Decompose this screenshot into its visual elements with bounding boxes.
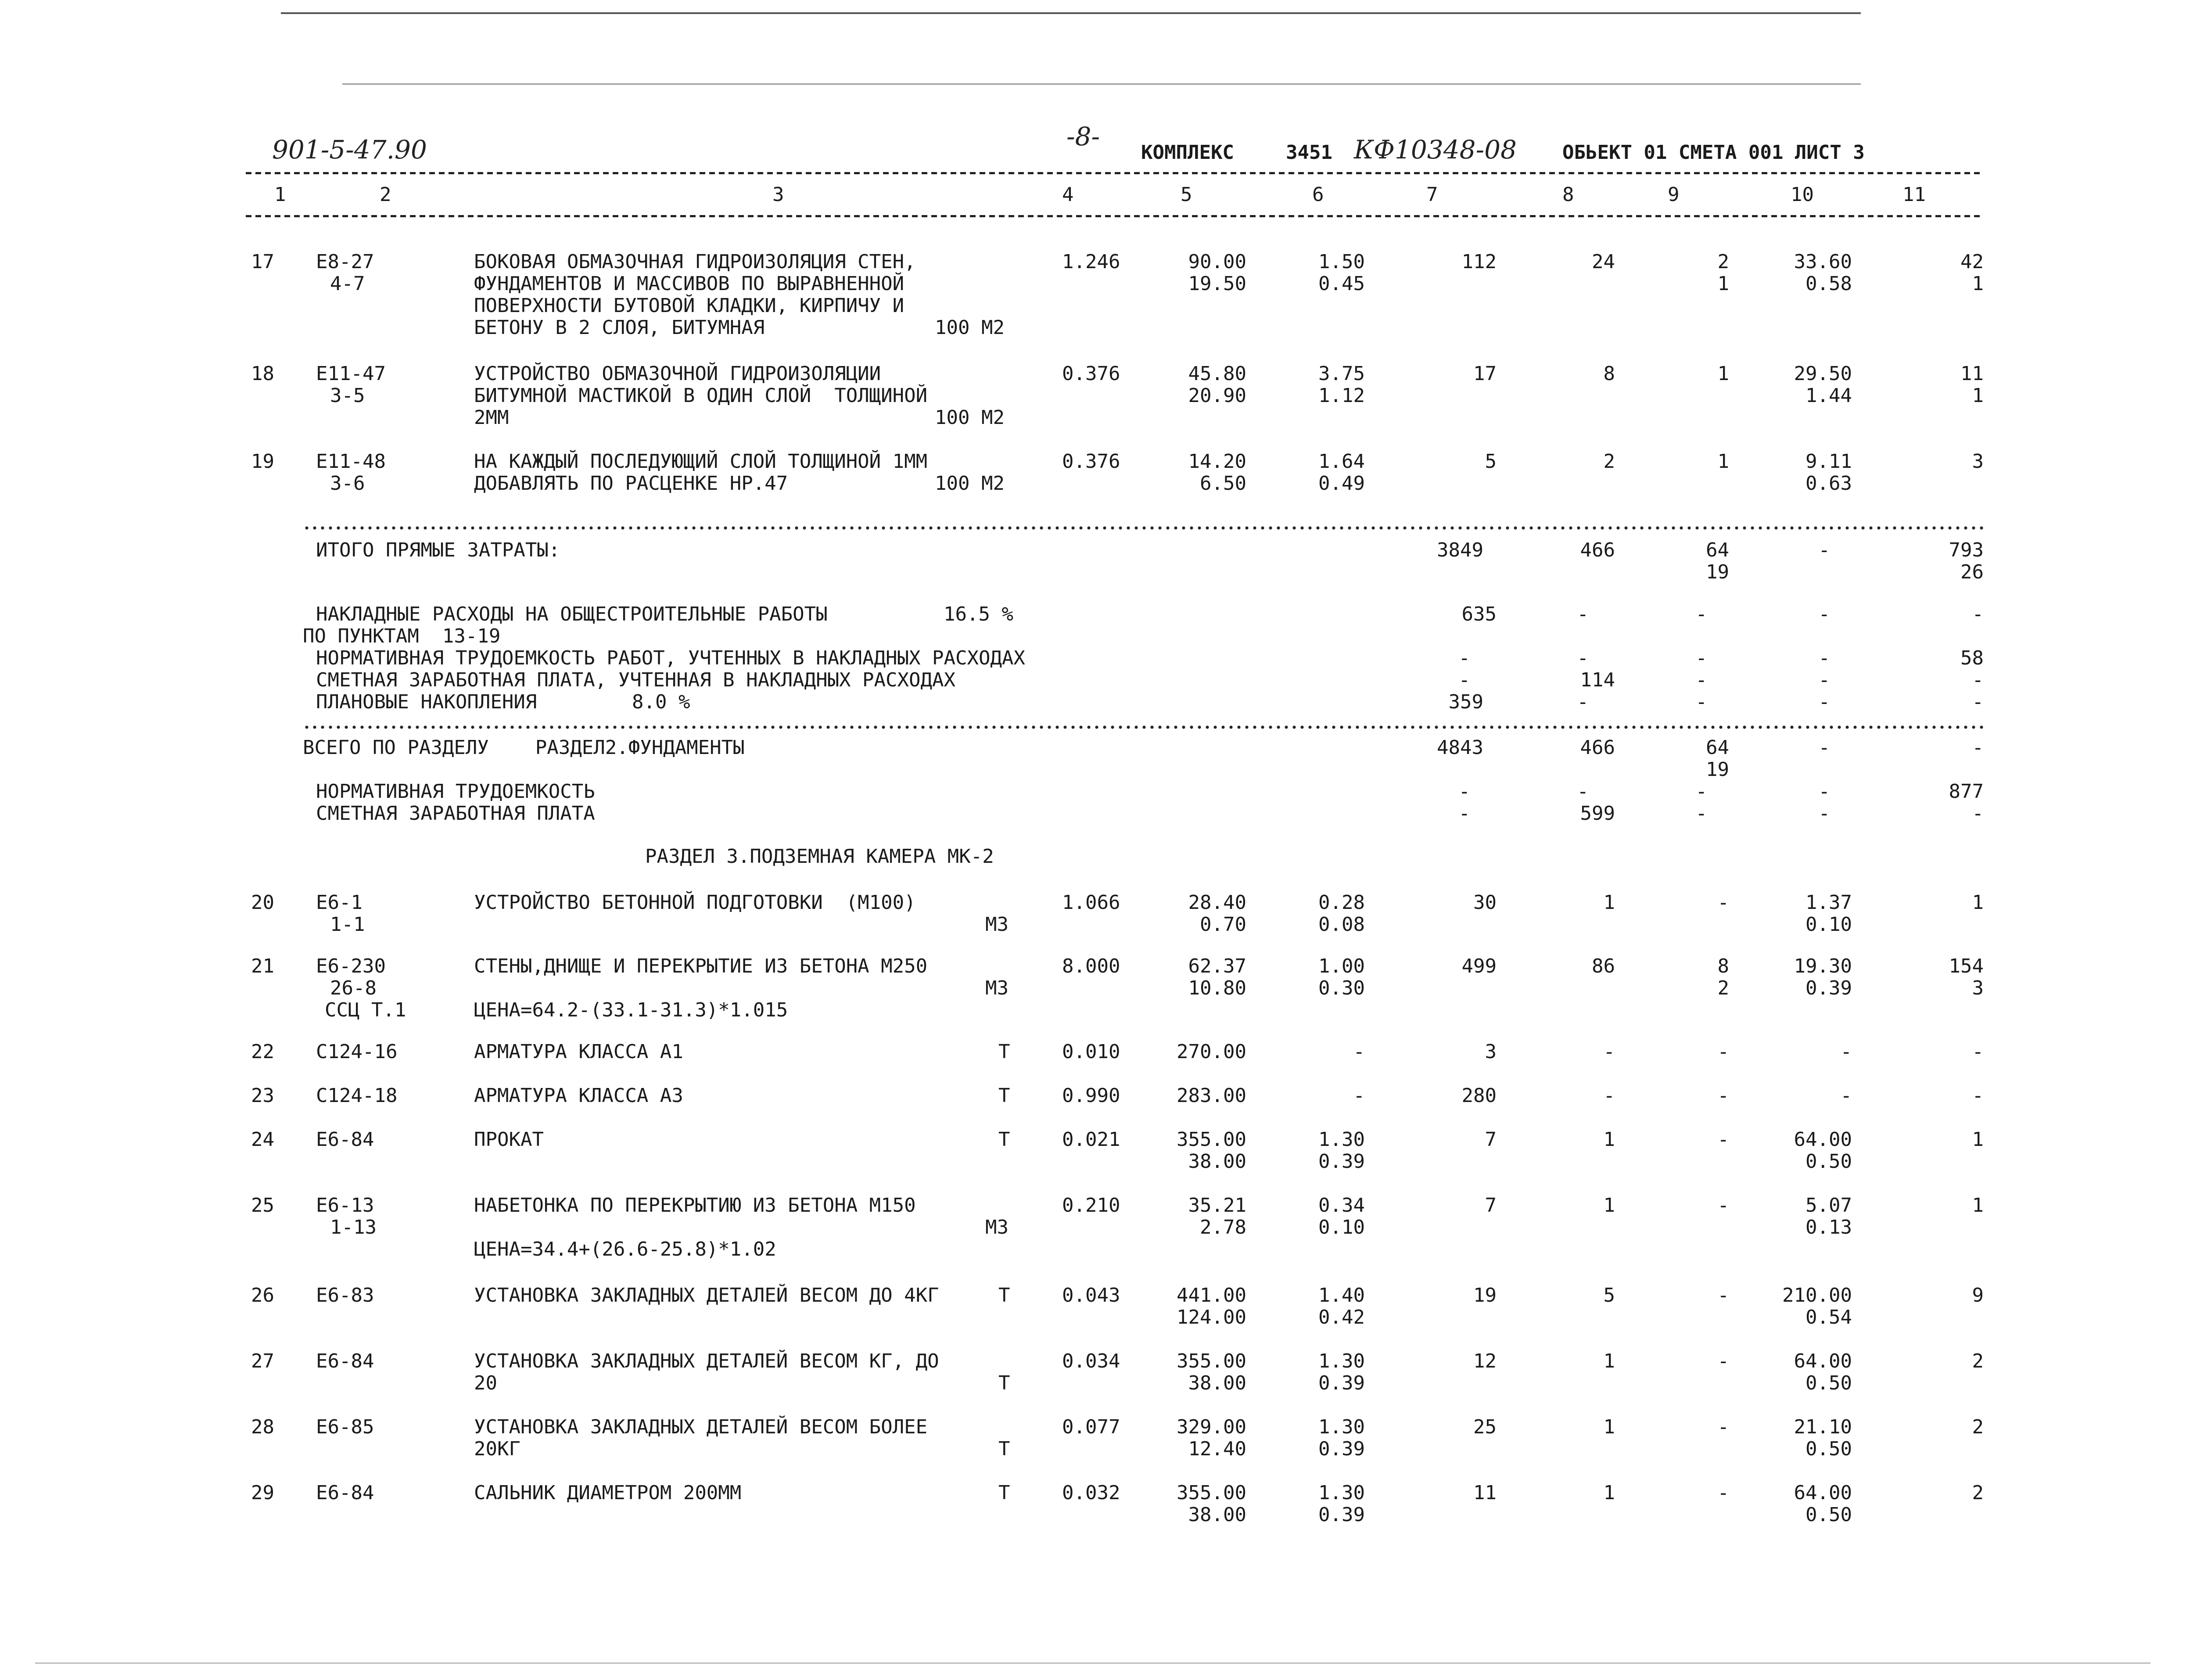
row-quantity: 0.032: [1062, 1482, 1120, 1504]
norm-col7: -: [1458, 780, 1470, 803]
row-col10-a: 33.60: [1794, 251, 1852, 273]
row-col10-b: 1.44: [1806, 384, 1852, 407]
labor-col11: 58: [1960, 647, 1984, 669]
row-col6-b: 0.45: [1318, 273, 1365, 295]
row-col11-a: 9: [1972, 1284, 1984, 1307]
row-col6-a: 1.00: [1318, 955, 1365, 977]
row-code: Е6-13: [316, 1194, 374, 1217]
row-col6-a: 0.28: [1318, 891, 1365, 914]
row-col7: 112: [1461, 251, 1497, 273]
section-col7: 4843: [1437, 736, 1483, 759]
row-col8: 8: [1603, 363, 1615, 385]
row-col10-b: 0.10: [1806, 913, 1852, 936]
row-number: 26: [251, 1284, 274, 1307]
section-heading: РАЗДЕЛ 3.ПОДЗЕМНАЯ КАМЕРА МК-2: [645, 845, 994, 868]
row-description-line: ПРОКАТ: [474, 1128, 544, 1151]
wage-col7: -: [1458, 669, 1470, 691]
row-unit: Т: [998, 1041, 1010, 1063]
smeta-col8: 599: [1580, 802, 1615, 825]
row-code-secondary: 26-8: [330, 977, 377, 999]
row-col6-b: 0.39: [1318, 1372, 1365, 1394]
col-num-7: 7: [1426, 183, 1438, 206]
labor-col10: -: [1818, 647, 1830, 669]
row-col5-wage: 0.70: [1200, 913, 1246, 936]
section-col8: 466: [1580, 736, 1615, 759]
row-unit: 100 М2: [935, 472, 1005, 495]
row-number: 27: [251, 1350, 274, 1372]
doc-code: 901-5-47.90: [272, 135, 427, 165]
row-quantity: 0.376: [1062, 363, 1120, 385]
row-col10-b: 0.13: [1806, 1216, 1852, 1238]
row-unit: М3: [985, 977, 1009, 999]
row-code: Е11-47: [316, 363, 386, 385]
row-col9-b: 1: [1717, 273, 1729, 295]
row-col8: 24: [1592, 251, 1615, 273]
row-col5-wage: 38.00: [1188, 1372, 1246, 1394]
row-col9-a: -: [1717, 1194, 1729, 1217]
row-col8: 1: [1603, 1128, 1615, 1151]
smeta-wage-label: СМЕТНАЯ ЗАРАБОТНАЯ ПЛАТА: [316, 802, 595, 825]
overhead-col9: -: [1695, 603, 1707, 625]
row-code: Е6-84: [316, 1128, 374, 1151]
row-quantity: 1.246: [1062, 251, 1120, 273]
row-col5-price: 270.00: [1177, 1041, 1246, 1063]
row-description-line: АРМАТУРА КЛАССА А1: [474, 1041, 683, 1063]
row-col6-a: 1.40: [1318, 1284, 1365, 1307]
labor-col8: -: [1577, 647, 1589, 669]
top-faint-line: [342, 83, 1861, 85]
bottom-scan-line: [35, 1662, 2150, 1664]
row-unit: Т: [998, 1372, 1010, 1394]
row-description-line: АРМАТУРА КЛАССА А3: [474, 1084, 683, 1107]
row-col5-wage: 6.50: [1200, 472, 1246, 495]
col-num-10: 10: [1791, 183, 1814, 206]
row-col6-a: -: [1353, 1041, 1365, 1063]
col-num-11: 11: [1902, 183, 1926, 206]
row-number: 18: [251, 363, 274, 385]
row-col7: 7: [1485, 1194, 1497, 1217]
row-col5-price: 355.00: [1177, 1128, 1246, 1151]
row-col7: 25: [1473, 1416, 1497, 1438]
row-col11-a: 2: [1972, 1482, 1984, 1504]
row-col6-b: 0.10: [1318, 1216, 1365, 1238]
col-num-3: 3: [772, 183, 784, 206]
row-col8: 1: [1603, 1350, 1615, 1372]
row-col9-a: -: [1717, 1416, 1729, 1438]
row-col10-a: 210.00: [1782, 1284, 1852, 1307]
row-quantity: 0.043: [1062, 1284, 1120, 1307]
row-col6-a: 1.30: [1318, 1416, 1365, 1438]
norm-col8: -: [1577, 780, 1589, 803]
row-col10-b: 0.54: [1806, 1306, 1852, 1328]
row-unit: 100 М2: [935, 406, 1005, 429]
row-col10-b: 0.50: [1806, 1150, 1852, 1173]
row-number: 20: [251, 891, 274, 914]
row-col5-price: 45.80: [1188, 363, 1246, 385]
row-description-line: САЛЬНИК ДИАМЕТРОМ 200ММ: [474, 1482, 742, 1504]
row-col10-a: 9.11: [1806, 450, 1852, 473]
row-description-line: НАБЕТОНКА ПО ПЕРЕКРЫТИЮ ИЗ БЕТОНА М150: [474, 1194, 916, 1217]
row-quantity: 0.210: [1062, 1194, 1120, 1217]
row-code: Е6-83: [316, 1284, 374, 1307]
row-number: 25: [251, 1194, 274, 1217]
direct-col10: -: [1818, 539, 1830, 561]
row-col6-b: 0.39: [1318, 1504, 1365, 1526]
wage-col8: 114: [1580, 669, 1615, 691]
row-col6-a: 1.64: [1318, 450, 1365, 473]
overhead-col11: -: [1972, 603, 1984, 625]
row-description-line: УСТРОЙСТВО БЕТОННОЙ ПОДГОТОВКИ (М100): [474, 891, 916, 914]
row-col5-price: 28.40: [1188, 891, 1246, 914]
direct-col9-b: 19: [1706, 561, 1729, 583]
row-code: Е6-84: [316, 1350, 374, 1372]
wage-col10: -: [1818, 669, 1830, 691]
row-col5-wage: 38.00: [1188, 1150, 1246, 1173]
row-description-line: 20: [474, 1372, 497, 1394]
smeta-col10: -: [1818, 802, 1830, 825]
row-quantity: 0.034: [1062, 1350, 1120, 1372]
row-col8: 1: [1603, 1482, 1615, 1504]
row-quantity: 0.990: [1062, 1084, 1120, 1107]
row-description-line: ДОБАВЛЯТЬ ПО РАСЦЕНКЕ НР.47: [474, 472, 788, 495]
row-description-line: НА КАЖДЫЙ ПОСЛЕДУЮЩИЙ СЛОЙ ТОЛЩИНОЙ 1ММ: [474, 450, 928, 473]
row-col5-price: 62.37: [1188, 955, 1246, 977]
row-col11-a: 2: [1972, 1350, 1984, 1372]
row-description-line: ПОВЕРХНОСТИ БУТОВОЙ КЛАДКИ, КИРПИЧУ И: [474, 294, 905, 317]
row-code: Е11-48: [316, 450, 386, 473]
row-col7: 11: [1473, 1482, 1497, 1504]
row-col7: 499: [1461, 955, 1497, 977]
direct-col11-b: 26: [1960, 561, 1984, 583]
overhead-percent: 16.5 %: [944, 603, 1013, 625]
norm-col11: 877: [1949, 780, 1984, 803]
totals-separator-bottom: [303, 725, 1984, 729]
row-col11-a: 11: [1960, 363, 1984, 385]
row-col10-b: 0.50: [1806, 1438, 1852, 1460]
row-description-line: ЦЕНА=64.2-(33.1-31.3)*1.015: [474, 999, 788, 1021]
row-col11-b: 1: [1972, 273, 1984, 295]
row-code: Е8-27: [316, 251, 374, 273]
row-description-line: УСТАНОВКА ЗАКЛАДНЫХ ДЕТАЛЕЙ ВЕСОМ ДО 4КГ: [474, 1284, 939, 1307]
row-col7: 30: [1473, 891, 1497, 914]
section-col9-b: 19: [1706, 758, 1729, 781]
row-code-secondary: 1-1: [330, 913, 365, 936]
row-col7: 12: [1473, 1350, 1497, 1372]
row-col9-a: -: [1717, 1041, 1729, 1063]
row-description-line: УСТАНОВКА ЗАКЛАДНЫХ ДЕТАЛЕЙ ВЕСОМ КГ, ДО: [474, 1350, 939, 1372]
row-col6-b: 0.39: [1318, 1150, 1365, 1173]
row-col10-a: 5.07: [1806, 1194, 1852, 1217]
section-col11: -: [1972, 736, 1984, 759]
norm-col10: -: [1818, 780, 1830, 803]
row-col5-wage: 124.00: [1177, 1306, 1246, 1328]
row-col9-a: -: [1717, 1128, 1729, 1151]
row-col5-price: 283.00: [1177, 1084, 1246, 1107]
wage-in-overhead-label: СМЕТНАЯ ЗАРАБОТНАЯ ПЛАТА, УЧТЕННАЯ В НАКЛАДНЫХ РАСХОДАХ: [316, 669, 955, 691]
row-col10-a: 64.00: [1794, 1350, 1852, 1372]
plan-col10: -: [1818, 691, 1830, 713]
row-col11-a: 42: [1960, 251, 1984, 273]
row-col11-b: 3: [1972, 977, 1984, 999]
row-col11-a: 1: [1972, 1194, 1984, 1217]
top-scan-line: [281, 12, 1861, 14]
row-col9-b: 2: [1717, 977, 1729, 999]
row-col5-wage: 12.40: [1188, 1438, 1246, 1460]
plan-col8: -: [1577, 691, 1589, 713]
norm-col9: -: [1695, 780, 1707, 803]
row-number: 24: [251, 1128, 274, 1151]
row-col9-a: 1: [1717, 363, 1729, 385]
row-number: 29: [251, 1482, 274, 1504]
row-number: 21: [251, 955, 274, 977]
row-col7: 17: [1473, 363, 1497, 385]
row-col6-b: 0.30: [1318, 977, 1365, 999]
row-col6-b: 0.39: [1318, 1438, 1365, 1460]
smeta-col7: -: [1458, 802, 1470, 825]
row-col8: 1: [1603, 1194, 1615, 1217]
planned-savings-percent: 8.0 %: [632, 691, 690, 713]
row-col10-a: 64.00: [1794, 1482, 1852, 1504]
totals-separator-top: [303, 526, 1984, 530]
row-col8: 86: [1592, 955, 1615, 977]
row-code-tertiary: ССЦ Т.1: [325, 999, 406, 1021]
direct-col8: 466: [1580, 539, 1615, 561]
row-col6-a: 3.75: [1318, 363, 1365, 385]
header-rule-top: [246, 172, 1984, 174]
row-col11-a: 3: [1972, 450, 1984, 473]
plan-col11: -: [1972, 691, 1984, 713]
row-description-line: БИТУМНОЙ МАСТИКОЙ В ОДИН СЛОЙ ТОЛЩИНОЙ: [474, 384, 928, 407]
row-col10-a: 19.30: [1794, 955, 1852, 977]
complex-label: КОМПЛЕКС: [1141, 141, 1234, 164]
col-num-9: 9: [1668, 183, 1680, 206]
row-col9-a: 1: [1717, 450, 1729, 473]
row-description-line: 20КГ: [474, 1438, 520, 1460]
row-description-line: СТЕНЫ,ДНИЩЕ И ПЕРЕКРЫТИЕ ИЗ БЕТОНА М250: [474, 955, 928, 977]
row-code: С124-16: [316, 1041, 398, 1063]
row-col5-wage: 38.00: [1188, 1504, 1246, 1526]
row-quantity: 8.000: [1062, 955, 1120, 977]
row-col6-a: 0.34: [1318, 1194, 1365, 1217]
planned-savings-label: ПЛАНОВЫЕ НАКОПЛЕНИЯ: [316, 691, 537, 713]
row-col9-a: 8: [1717, 955, 1729, 977]
overhead-items: ПО ПУНКТАМ 13-19: [303, 625, 501, 647]
row-col6-b: 0.08: [1318, 913, 1365, 936]
section-col10: -: [1818, 736, 1830, 759]
row-col11-a: -: [1972, 1041, 1984, 1063]
row-col7: 19: [1473, 1284, 1497, 1307]
row-col9-a: -: [1717, 1284, 1729, 1307]
row-description-line: БЕТОНУ В 2 СЛОЯ, БИТУМНАЯ: [474, 316, 765, 339]
row-col8: 2: [1603, 450, 1615, 473]
col-num-1: 1: [274, 183, 286, 206]
row-col6-a: 1.30: [1318, 1482, 1365, 1504]
col-num-4: 4: [1062, 183, 1074, 206]
row-description-line: ЦЕНА=34.4+(26.6-25.8)*1.02: [474, 1238, 776, 1260]
row-col7: 280: [1461, 1084, 1497, 1107]
row-col5-price: 441.00: [1177, 1284, 1246, 1307]
row-col6-a: 1.30: [1318, 1350, 1365, 1372]
direct-col9-a: 64: [1706, 539, 1729, 561]
row-col7: 3: [1485, 1041, 1497, 1063]
row-quantity: 1.066: [1062, 891, 1120, 914]
norm-labor-label: НОРМАТИВНАЯ ТРУДОЕМКОСТЬ: [316, 780, 595, 803]
row-col7: 5: [1485, 450, 1497, 473]
overhead-col8: -: [1577, 603, 1589, 625]
labor-col7: -: [1458, 647, 1470, 669]
row-col11-a: 2: [1972, 1416, 1984, 1438]
row-col9-a: -: [1717, 891, 1729, 914]
row-description-line: УСТРОЙСТВО ОБМАЗОЧНОЙ ГИДРОИЗОЛЯЦИИ: [474, 363, 881, 385]
plan-col9: -: [1695, 691, 1707, 713]
overhead-col7: 635: [1461, 603, 1497, 625]
row-col9-a: -: [1717, 1482, 1729, 1504]
row-col10-a: 64.00: [1794, 1128, 1852, 1151]
row-col10-b: 0.39: [1806, 977, 1852, 999]
overhead-label: НАКЛАДНЫЕ РАСХОДЫ НА ОБЩЕСТРОИТЕЛЬНЫЕ РАБОТЫ: [316, 603, 828, 625]
labor-col9: -: [1695, 647, 1707, 669]
row-code-secondary: 3-6: [330, 472, 365, 495]
row-col11-a: -: [1972, 1084, 1984, 1107]
col-num-8: 8: [1562, 183, 1574, 206]
col-num-2: 2: [380, 183, 391, 206]
row-col9-a: -: [1717, 1350, 1729, 1372]
row-col6-b: 0.49: [1318, 472, 1365, 495]
header-rule-bottom: [246, 215, 1984, 217]
row-col10-b: 0.63: [1806, 472, 1852, 495]
col-num-6: 6: [1312, 183, 1324, 206]
row-code-secondary: 4-7: [330, 273, 365, 295]
row-unit: Т: [998, 1084, 1010, 1107]
row-col11-a: 1: [1972, 1128, 1984, 1151]
row-col10-a: -: [1840, 1041, 1852, 1063]
row-code: Е6-1: [316, 891, 363, 914]
row-col5-wage: 19.50: [1188, 273, 1246, 295]
row-description-line: БОКОВАЯ ОБМАЗОЧНАЯ ГИДРОИЗОЛЯЦИЯ СТЕН,: [474, 251, 916, 273]
row-col6-b: 0.42: [1318, 1306, 1365, 1328]
row-col10-b: 0.58: [1806, 273, 1852, 295]
row-code: Е6-85: [316, 1416, 374, 1438]
row-col6-a: 1.30: [1318, 1128, 1365, 1151]
overhead-col10: -: [1818, 603, 1830, 625]
col-num-5: 5: [1181, 183, 1192, 206]
complex-code: КФ10348-08: [1354, 135, 1517, 165]
row-col10-b: 0.50: [1806, 1372, 1852, 1394]
row-col6-a: 1.50: [1318, 251, 1365, 273]
row-code: С124-18: [316, 1084, 398, 1107]
row-unit: Т: [998, 1438, 1010, 1460]
row-number: 19: [251, 450, 274, 473]
row-col9-a: 2: [1717, 251, 1729, 273]
row-col8: 1: [1603, 891, 1615, 914]
row-col5-price: 355.00: [1177, 1482, 1246, 1504]
row-col7: 7: [1485, 1128, 1497, 1151]
row-col5-wage: 20.90: [1188, 384, 1246, 407]
row-number: 22: [251, 1041, 274, 1063]
row-description-line: ФУНДАМЕНТОВ И МАССИВОВ ПО ВЫРАВНЕННОЙ: [474, 273, 905, 295]
wage-col11: -: [1972, 669, 1984, 691]
smeta-col11: -: [1972, 802, 1984, 825]
section-total-label: ВСЕГО ПО РАЗДЕЛУ РАЗДЕЛ2.ФУНДАМЕНТЫ: [303, 736, 745, 759]
row-quantity: 0.010: [1062, 1041, 1120, 1063]
row-col10-a: 21.10: [1794, 1416, 1852, 1438]
complex-number: 3451: [1286, 141, 1332, 164]
row-col5-wage: 2.78: [1200, 1216, 1246, 1238]
row-col9-a: -: [1717, 1084, 1729, 1107]
row-col11-b: 1: [1972, 384, 1984, 407]
row-number: 28: [251, 1416, 274, 1438]
direct-col11-a: 793: [1949, 539, 1984, 561]
row-unit: 100 М2: [935, 316, 1005, 339]
smeta-col9: -: [1695, 802, 1707, 825]
row-unit: Т: [998, 1128, 1010, 1151]
direct-col7: 3849: [1437, 539, 1483, 561]
row-col5-price: 355.00: [1177, 1350, 1246, 1372]
row-col11-a: 154: [1949, 955, 1984, 977]
wage-col9: -: [1695, 669, 1707, 691]
row-description-line: 2ММ: [474, 406, 509, 429]
row-col8: -: [1603, 1041, 1615, 1063]
row-col8: -: [1603, 1084, 1615, 1107]
row-col11-a: 1: [1972, 891, 1984, 914]
row-col10-a: 29.50: [1794, 363, 1852, 385]
row-quantity: 0.376: [1062, 450, 1120, 473]
row-col6-b: 1.12: [1318, 384, 1365, 407]
row-unit: М3: [985, 1216, 1009, 1238]
row-quantity: 0.077: [1062, 1416, 1120, 1438]
row-code: Е6-84: [316, 1482, 374, 1504]
row-unit: М3: [985, 913, 1009, 936]
row-col10-a: -: [1840, 1084, 1852, 1107]
row-code: Е6-230: [316, 955, 386, 977]
row-col6-a: -: [1353, 1084, 1365, 1107]
object-sheet: ОБЬЕКТ 01 СМЕТА 001 ЛИСТ 3: [1562, 141, 1865, 164]
row-col8: 5: [1603, 1284, 1615, 1307]
row-col5-price: 14.20: [1188, 450, 1246, 473]
row-col10-b: 0.50: [1806, 1504, 1852, 1526]
row-col5-price: 90.00: [1188, 251, 1246, 273]
row-col5-price: 35.21: [1188, 1194, 1246, 1217]
row-quantity: 0.021: [1062, 1128, 1120, 1151]
row-col5-price: 329.00: [1177, 1416, 1246, 1438]
row-unit: Т: [998, 1482, 1010, 1504]
row-number: 23: [251, 1084, 274, 1107]
row-description-line: УСТАНОВКА ЗАКЛАДНЫХ ДЕТАЛЕЙ ВЕСОМ БОЛЕЕ: [474, 1416, 928, 1438]
row-unit: Т: [998, 1284, 1010, 1307]
page-number: -8-: [1066, 122, 1100, 151]
row-col10-a: 1.37: [1806, 891, 1852, 914]
row-number: 17: [251, 251, 274, 273]
section-col9-a: 64: [1706, 736, 1729, 759]
row-code-secondary: 1-13: [330, 1216, 377, 1238]
row-col8: 1: [1603, 1416, 1615, 1438]
direct-costs-label: ИТОГО ПРЯМЫЕ ЗАТРАТЫ:: [316, 539, 560, 561]
plan-col7: 359: [1448, 691, 1483, 713]
labor-in-overhead-label: НОРМАТИВНАЯ ТРУДОЕМКОСТЬ РАБОТ, УЧТЕННЫХ В НАКЛАДНЫХ РАСХОДАХ: [316, 647, 1025, 669]
row-col5-wage: 10.80: [1188, 977, 1246, 999]
row-code-secondary: 3-5: [330, 384, 365, 407]
